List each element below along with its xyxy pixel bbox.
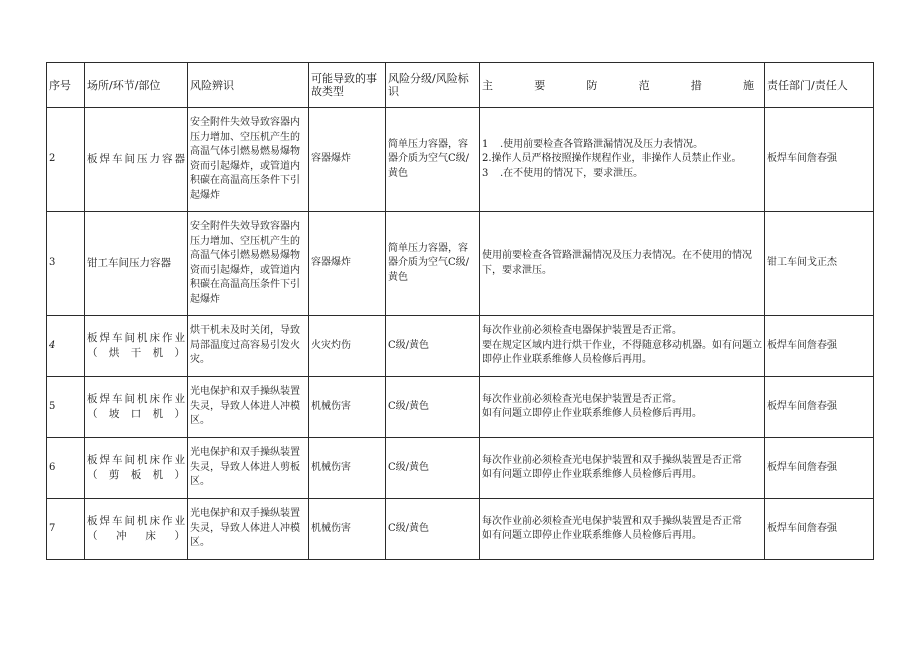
row-accident: 机械伤害	[309, 499, 386, 560]
header-place: 场所/环节/部位	[85, 63, 188, 108]
row-measures: 使用前要检查各管路泄漏情况及压力表情况。在不使用的情况下，要求泄压。	[480, 212, 765, 316]
row-accident: 火灾灼伤	[309, 316, 386, 377]
measure-item	[482, 138, 762, 153]
row-level: 简单压力容器，容器介质为空气C级/黄色	[386, 212, 480, 316]
header-measures	[480, 63, 765, 108]
row-seq: 6	[47, 438, 85, 499]
row-seq: 2	[47, 108, 85, 212]
row-level: C级/黄色	[386, 499, 480, 560]
header-row	[47, 63, 874, 108]
row-measures	[480, 316, 765, 377]
header-measures-char: 要	[534, 78, 546, 92]
row-measures	[480, 499, 765, 560]
row-place: 板焊车间压力容器	[85, 108, 188, 212]
row-measures	[480, 438, 765, 499]
measure-line: 每次作业前必须检查光电保护装置是否正常。	[482, 393, 682, 405]
table-row	[47, 316, 874, 377]
header-measures-char: 防	[586, 78, 598, 92]
row-place: 板焊车间机床作业（剪板机）	[85, 438, 188, 499]
row-risk: 烘干机未及时关闭，导致局部温度过高容易引发火灾。	[188, 316, 309, 377]
measure-item	[482, 167, 762, 182]
row-accident: 机械伤害	[309, 438, 386, 499]
row-risk: 光电保护和双手操纵装置失灵，导致人体进人冲模区。	[188, 499, 309, 560]
row-owner: 板焊车间詹春强	[765, 499, 874, 560]
row-seq: 5	[47, 377, 85, 438]
row-accident: 容器爆炸	[309, 108, 386, 212]
row-measures	[480, 108, 765, 212]
row-level: C级/黄色	[386, 316, 480, 377]
row-seq: 3	[47, 212, 85, 316]
measure-number: 2.	[482, 153, 492, 165]
row-level: C级/黄色	[386, 377, 480, 438]
header-seq: 序号	[47, 63, 85, 108]
measure-line: 每次作业前必须检查电器保护装置是否正常。	[482, 325, 682, 337]
row-level: 简单压力容器，容器介质为空气C级/黄色	[386, 108, 480, 212]
measure-number: 3	[482, 167, 489, 179]
row-owner: 板焊车间詹春强	[765, 438, 874, 499]
header-measures-char: 范	[638, 78, 650, 92]
measure-item	[482, 152, 762, 167]
header-measures-char: 主	[482, 78, 493, 92]
header-risk: 风险辨识	[188, 63, 309, 108]
table-row	[47, 108, 874, 212]
measure-text: .在不使用的情况下，要求泄压。	[500, 167, 644, 179]
header-measures-char: 施	[742, 78, 754, 92]
table-row	[47, 377, 874, 438]
risk-table	[46, 62, 874, 560]
row-place: 钳工车间压力容器	[85, 212, 188, 316]
row-risk: 光电保护和双手操纵装置失灵，导致人体进人冲模区。	[188, 377, 309, 438]
row-accident: 机械伤害	[309, 377, 386, 438]
row-owner: 板焊车间詹春强	[765, 316, 874, 377]
measure-line: 要在规定区域内进行烘干作业，不得随意移动机器。如有问题立即停止作业联系维修人员检修后再用。	[482, 339, 762, 366]
row-seq: 4	[47, 316, 85, 377]
row-measures	[480, 377, 765, 438]
row-risk: 安全附件失效导致容器内压力增加、空压机产生的高温气体引燃易燃易爆物资而引起爆炸，或管道内积碳在高温高压条件下引起爆炸	[188, 212, 309, 316]
row-risk: 光电保护和双手操纵装置失灵，导致人体进人剪板区。	[188, 438, 309, 499]
row-place: 板焊车间机床作业（烘干机）	[85, 316, 188, 377]
header-accident: 可能导致的事故类型	[309, 63, 386, 108]
row-level: C级/黄色	[386, 438, 480, 499]
header-measures-char: 措	[690, 78, 702, 92]
measure-line: 每次作业前必须检查光电保护装置和双手操纵装置是否正常	[482, 515, 742, 527]
header-level: 风险分级/风险标识	[386, 63, 480, 108]
table-row	[47, 212, 874, 316]
row-place: 板焊车间机床作业（坡口机）	[85, 377, 188, 438]
row-place: 板焊车间机床作业（冲床）	[85, 499, 188, 560]
measure-text: .使用前要检查各管路泄漏情况及压力表情况。	[500, 138, 704, 150]
row-accident: 容器爆炸	[309, 212, 386, 316]
measure-number: 1	[482, 138, 489, 150]
row-owner: 板焊车间詹春强	[765, 377, 874, 438]
table-row	[47, 438, 874, 499]
row-owner: 板焊车间詹春强	[765, 108, 874, 212]
header-owner: 责任部门/责任人	[765, 63, 874, 108]
measure-line: 如有问题立即停止作业联系维修人员检修后再用。	[482, 469, 702, 480]
measure-line: 如有问题立即停止作业联系维修人员检修后再用。	[482, 530, 702, 541]
row-owner: 钳工车间戈正杰	[765, 212, 874, 316]
measure-line: 如有问题立即停止作业联系维修人员检修后再用。	[482, 408, 702, 419]
measure-line: 每次作业前必须检查光电保护装置和双手操纵装置是否正常	[482, 454, 742, 466]
table-row	[47, 499, 874, 560]
row-seq: 7	[47, 499, 85, 560]
row-risk: 安全附件失效导致容器内压力增加、空压机产生的高温气体引燃易燃易爆物资而引起爆炸，或管道内积碳在高温高压条件下引起爆炸	[188, 108, 309, 212]
measure-text: 操作人员严格按照操作规程作业，非操作人员禁止作业。	[491, 153, 742, 165]
